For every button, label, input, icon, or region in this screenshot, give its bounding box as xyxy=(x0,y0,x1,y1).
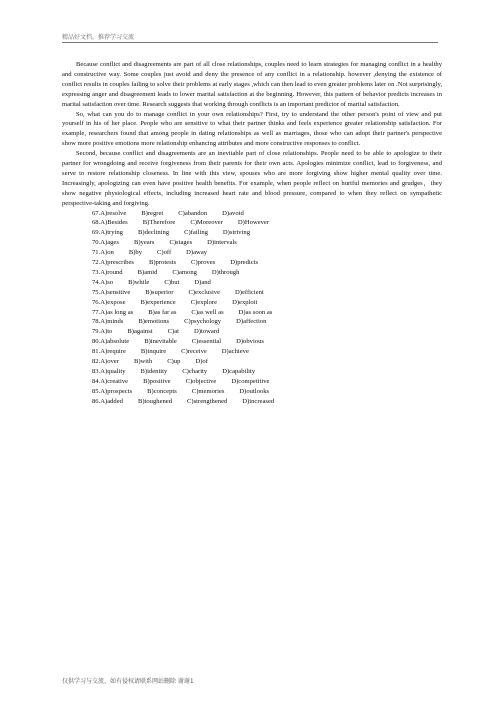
question-row xyxy=(62,357,442,367)
answer-option: D)as soon as xyxy=(238,308,273,316)
answer-option: C)strengthened xyxy=(187,397,228,405)
answer-option: C)Moreover xyxy=(190,219,223,227)
answer-option: B)positive xyxy=(143,377,171,385)
question-number: 73. xyxy=(92,268,101,276)
answer-option: C)as well as xyxy=(191,308,224,316)
answer-option: B)regret xyxy=(141,209,164,217)
question-number: 72. xyxy=(92,259,101,267)
answer-option: A)expose xyxy=(100,298,126,306)
question-row xyxy=(62,367,442,377)
answer-option: C)but xyxy=(164,278,180,286)
answer-option: D)intervals xyxy=(207,239,237,247)
question-number: 77. xyxy=(92,308,101,316)
question-number: 70. xyxy=(92,239,101,247)
answer-option: D)competitive xyxy=(231,377,270,385)
answer-option: B)declining xyxy=(137,229,170,237)
answer-option: B)experience xyxy=(140,298,176,306)
question-row xyxy=(62,347,442,357)
page-header: 精品好文档，推荐学习交流 xyxy=(62,34,135,41)
answer-option: C)receive xyxy=(181,348,207,356)
answer-option: A)round xyxy=(100,268,123,276)
answer-option: D)increased xyxy=(242,397,275,405)
question-row xyxy=(62,278,442,288)
answer-option: A)prospects xyxy=(100,387,133,395)
question-row xyxy=(62,337,442,347)
question-number: 81. xyxy=(92,348,101,356)
paragraph-2: So, what can you do to manage conflict in your own relationships? First, try to understand the other person's point of view and put yourself in his of her place. People who are sensitive to what their partner thinks and feels experience greater relationship satisfaction. For example, researchers found that among people in dating relationships as well as marriages, those who can adopt their partner's perspective show more positive emotions more relationship enhancing attributes and more constructive responses to conflict. xyxy=(62,110,442,148)
question-number: 71. xyxy=(92,249,101,257)
answer-option: C)essential xyxy=(191,338,222,346)
answer-option: A)creative xyxy=(100,377,129,385)
answer-option: A)minds xyxy=(100,318,124,326)
answer-option: A)over xyxy=(100,357,119,365)
answer-option: D)of xyxy=(195,357,208,365)
answer-option: B)inquire xyxy=(140,348,167,356)
answer-option: B)concepts xyxy=(147,387,177,395)
answer-option: D)efficient xyxy=(235,288,264,296)
question-row xyxy=(62,248,442,258)
answer-option: A)added xyxy=(100,397,123,405)
answer-option: B)with xyxy=(133,357,153,365)
answer-option: B)as far as xyxy=(148,308,177,316)
answer-option: C)proves xyxy=(191,259,216,267)
answer-option: A)require xyxy=(100,348,126,356)
question-number: 76. xyxy=(92,298,101,306)
answer-option: D)through xyxy=(211,268,240,276)
answer-option: C)charity xyxy=(182,367,208,375)
question-list xyxy=(62,209,442,407)
question-row xyxy=(62,228,442,238)
answer-option: C)off xyxy=(157,249,172,257)
answer-option: A)Besides xyxy=(100,219,128,227)
question-number: 68. xyxy=(92,219,101,227)
answer-option: B)by xyxy=(128,249,142,257)
paragraph-1: Because conflict and disagreements are part of all close relationships, couples need to learn strategies for managing conflict in a healthy and constructive way. Some couples just avoid and deny the presence of any conflict in a relationship. however ,denying the existence of conflict results in couples failing to solve their problems at early stages ,which can then lead to even greater problems later on .Not surprisingly, expressing anger and disagreement leads to lower marital satisfaction at the beginning. However, this pattern of behavior predicts increases in marital satisfaction over time. Research suggests that working through conflicts is an important predictor of marital satisfaction. xyxy=(62,61,442,108)
header-divider xyxy=(62,42,438,43)
answer-option: A)to xyxy=(100,328,113,336)
answer-option: A)on xyxy=(100,249,114,257)
question-row xyxy=(62,397,442,407)
answer-option: D)affection xyxy=(236,318,267,326)
document-body xyxy=(62,60,442,406)
answer-option: D)However xyxy=(237,219,270,227)
answer-option: D)outlooks xyxy=(239,387,270,395)
answer-option: B)amid xyxy=(137,268,158,276)
answer-option: C)psychology xyxy=(184,318,222,326)
answer-option: A)as long as xyxy=(100,308,134,316)
question-row xyxy=(62,308,442,318)
question-row xyxy=(62,218,442,228)
answer-option: B)Therefore xyxy=(142,219,176,227)
answer-option: A)trying xyxy=(100,229,123,237)
answer-option: B)against xyxy=(127,328,153,336)
question-row xyxy=(62,268,442,278)
answer-option: A)ages xyxy=(100,239,119,247)
answer-option: C)at xyxy=(167,328,179,336)
question-number: 74. xyxy=(92,278,101,286)
answer-option: D)striving xyxy=(222,229,251,237)
answer-option: C)memories xyxy=(191,387,225,395)
page-footer: 仅供学习与交流，如有侵权请联系网站删除 谢谢1 xyxy=(62,678,194,685)
answer-option: C)explore xyxy=(190,298,218,306)
answer-option: B)inevitable xyxy=(144,338,177,346)
answer-option: A)quality xyxy=(100,367,126,375)
question-row xyxy=(62,238,442,248)
question-number: 83. xyxy=(92,367,101,375)
answer-option: D)achieve xyxy=(221,348,249,356)
answer-option: D)and xyxy=(194,278,211,286)
answer-option: C)exclusive xyxy=(188,288,220,296)
answer-option: D)away xyxy=(186,249,208,257)
answer-option: B)protests xyxy=(148,259,177,267)
answer-option: B)identity xyxy=(140,367,168,375)
answer-option: C)up xyxy=(167,357,181,365)
answer-option: A)sensitive xyxy=(100,288,131,296)
question-number: 69. xyxy=(92,229,101,237)
answer-option: A)absolute xyxy=(100,338,130,346)
question-row xyxy=(62,377,442,387)
answer-option: B)while xyxy=(128,278,150,286)
answer-option: C)objective xyxy=(185,377,217,385)
answer-option: D)toward xyxy=(193,328,220,336)
question-row xyxy=(62,387,442,397)
answer-option: A)resolve xyxy=(100,209,127,217)
answer-option: A)so xyxy=(100,278,114,286)
answer-option: D)exploit xyxy=(232,298,258,306)
question-row xyxy=(62,209,442,219)
question-number: 80. xyxy=(92,338,101,346)
answer-option: C)abandon xyxy=(178,209,208,217)
question-number: 78. xyxy=(92,318,101,326)
paragraph-3: Second, because conflict and disagreements are an inevitable part of close relationships. People need to be able to apologize to their partner for wrongdoing and receive forgiveness from their parents for their own acts. Apologies minimize conflict, lead to forgiveness, and serve to restore relationship closeness. In line with this view, spouses who are more forgiving show higher mental quality over time. Increasingly, apologizing can even have positive health benefits. For example, when people reflect on hurtful memories and grudges，they show negative physiological effects, including increased heart rate and blood pressure, compared to when they reflect on sympathetic perspective-taking and forgiving. xyxy=(62,150,442,207)
question-number: 67. xyxy=(92,209,101,217)
answer-option: C)stages xyxy=(169,239,193,247)
answer-option: D)obvious xyxy=(236,338,264,346)
answer-option: B)toughened xyxy=(137,397,173,405)
question-row xyxy=(62,288,442,298)
answer-option: B)years xyxy=(133,239,155,247)
answer-option: A)prescribes xyxy=(100,259,134,267)
question-number: 86. xyxy=(92,397,101,405)
answer-option: B)emotions xyxy=(138,318,170,326)
question-row xyxy=(62,258,442,268)
answer-option: C)failing xyxy=(184,229,208,237)
question-number: 75. xyxy=(92,288,101,296)
question-number: 84. xyxy=(92,377,101,385)
question-number: 85. xyxy=(92,387,101,395)
question-number: 79. xyxy=(92,328,101,336)
question-row xyxy=(62,298,442,308)
question-row xyxy=(62,317,442,327)
answer-option: D)avoid xyxy=(222,209,244,217)
question-row xyxy=(62,327,442,337)
answer-option: C)among xyxy=(172,268,197,276)
question-number: 82. xyxy=(92,357,101,365)
answer-option: B)superior xyxy=(145,288,174,296)
answer-option: D)predicts xyxy=(230,259,259,267)
answer-option: D)capability xyxy=(222,367,256,375)
